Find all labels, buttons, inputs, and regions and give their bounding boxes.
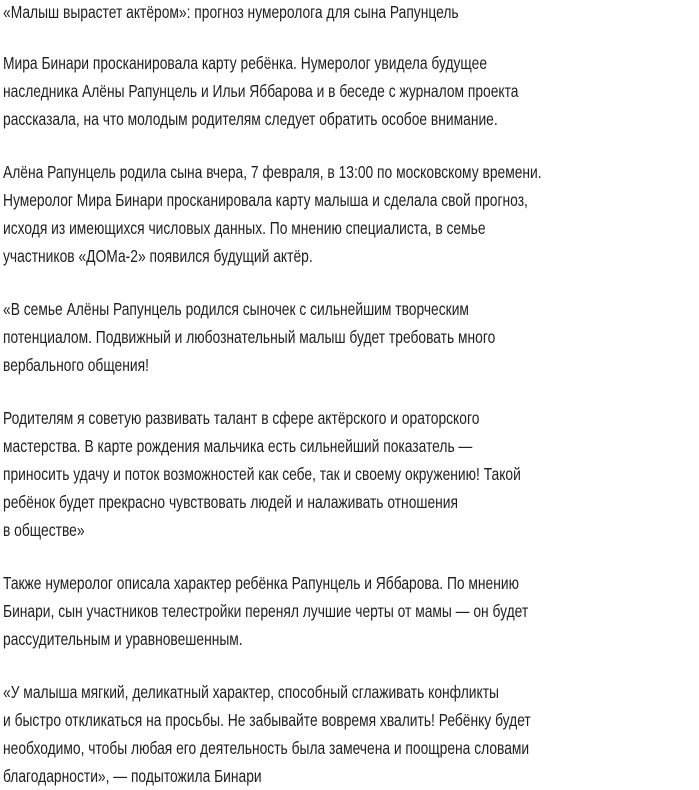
text-line: Также нумеролог описала характер ребёнка Рапунцель и Яббарова. По мнению — [3, 573, 519, 593]
spacer — [3, 653, 699, 678]
text-line: Алёна Рапунцель родила сына вчера, 7 февраля, в 13:00 по московскому времени. — [3, 162, 542, 182]
text-line: мастерства. В карте рождения мальчика есть сильнейший показатель — — [3, 436, 473, 456]
text-line: Нумеролог Мира Бинари просканировала карту малыша и сделала свой прогноз, — [3, 190, 528, 210]
text-line: исходя из имеющихся числовых данных. По мнению специалиста, в семье — [3, 218, 486, 238]
paragraph-intro — [3, 49, 699, 133]
text-line: Бинари, сын участников телестройки перенял лучшие черты от мамы — он будет — [3, 601, 529, 621]
text-line: «У малыша мягкий, деликатный характер, способный сглаживать конфликты — [3, 682, 499, 702]
text-line: рассудительным и уравновешенным. — [3, 629, 243, 649]
text-line: наследника Алёны Рапунцель и Ильи Яббарова и в беседе с журналом проекта — [3, 81, 519, 101]
spacer — [3, 379, 699, 404]
article-title-text: «Малыш вырастет актёром»: прогноз нумеролога для сына Рапунцель — [3, 2, 459, 22]
paragraph-birth-news — [3, 158, 699, 270]
paragraph-character — [3, 569, 699, 653]
text-line: потенциалом. Подвижный и любознательный малыш будет требовать много — [3, 327, 496, 347]
text-line: приносить удачу и поток возможностей как себе, так и своему окружению! Такой — [3, 464, 521, 484]
spacer — [3, 26, 699, 49]
paragraph-quote-1 — [3, 295, 699, 379]
text-line: рассказала, на что молодым родителям следует обратить особое внимание. — [3, 109, 498, 129]
text-line: ребёнок будет прекрасно чувствовать людей и налаживать отношения — [3, 492, 459, 512]
text-line: «В семье Алёны Рапунцель родился сыночек с сильнейшим творческим — [3, 299, 469, 319]
article — [3, 0, 699, 790]
text-line: в обществе» — [3, 520, 85, 540]
text-line: и быстро откликаться на просьбы. Не забывайте вовремя хвалить! Ребёнку будет — [3, 710, 531, 730]
text-line: необходимо, чтобы любая его деятельность была замечена и поощрена словами — [3, 738, 530, 758]
text-line: Родителям я советую развивать талант в сфере актёрского и ораторского — [3, 408, 480, 428]
spacer — [3, 133, 699, 158]
spacer — [3, 544, 699, 569]
text-line: вербального общения! — [3, 355, 149, 375]
paragraph-quote-3 — [3, 678, 699, 790]
spacer — [3, 270, 699, 295]
text-line: благодарности», — подытожила Бинари — [3, 766, 262, 786]
text-line: участников «ДОМа-2» появился будущий актёр. — [3, 246, 313, 266]
article-title — [3, 0, 699, 26]
text-line: Мира Бинари просканировала карту ребёнка. Нумеролог увидела будущее — [3, 53, 488, 73]
paragraph-quote-2 — [3, 404, 699, 544]
